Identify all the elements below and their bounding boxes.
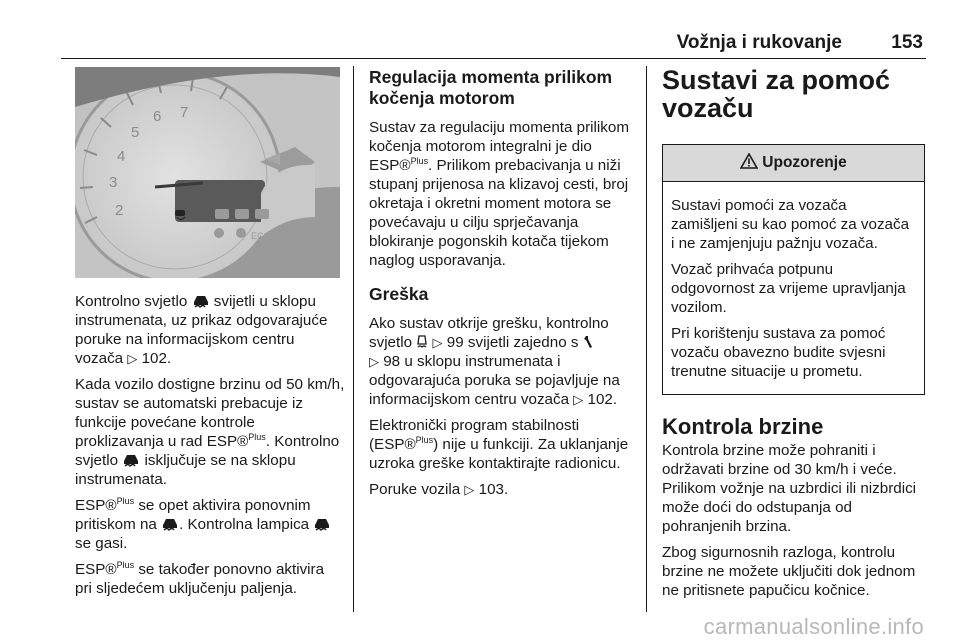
column-right xyxy=(662,66,925,607)
paragraph xyxy=(369,416,637,473)
paragraph xyxy=(369,118,637,270)
column-middle xyxy=(369,67,637,506)
service-wrench-icon xyxy=(583,335,595,349)
page-reference-arrow-icon: ▷ xyxy=(127,351,138,366)
esp-plus-warning-icon xyxy=(192,294,210,308)
page-reference-arrow-icon: ▷ xyxy=(369,354,379,369)
instrument-cluster-image xyxy=(75,67,340,278)
warning-box xyxy=(662,144,925,395)
paragraph xyxy=(75,292,345,368)
svg-text:ECO: ECO xyxy=(251,231,271,241)
text: Elektronički program stabilnosti (ESP® xyxy=(369,417,580,453)
paragraph xyxy=(75,496,345,553)
text: Ako sustav otkrije grešku, kontrolno svjetlo xyxy=(369,315,609,351)
page-reference: 103. xyxy=(478,481,509,498)
header-divider xyxy=(61,58,926,59)
page-header xyxy=(0,0,960,60)
paragraph xyxy=(75,560,345,598)
text: Kada vozilo dostigne brzinu od 50 km/h, sustav se automatski prebacuje iz funkcije povećane kontrole proklizavanja u rad ESP® xyxy=(75,376,345,450)
section-heading: Greška xyxy=(369,284,429,304)
page-reference-arrow-icon: ▷ xyxy=(432,335,443,350)
superscript: Plus xyxy=(415,434,434,445)
column-left xyxy=(75,292,345,605)
svg-text:6: 6 xyxy=(153,108,162,125)
warning-body xyxy=(663,182,924,394)
text: Poruke vozila xyxy=(369,481,461,498)
paragraph xyxy=(369,480,637,499)
text: se također ponovno aktivira pri sljedećem uključenju paljenja. xyxy=(75,561,325,597)
svg-text:2: 2 xyxy=(115,202,124,219)
text: . Kontrolna lampica xyxy=(179,516,310,533)
superscript: Plus xyxy=(116,495,135,506)
text: svijetli u sklopu instrumenata, uz prikaz odgovarajuće poruke na informacijskom centru vozača xyxy=(75,293,328,367)
watermark: carmanualsonline.info xyxy=(703,614,924,639)
text: 98 u sklopu instrumenata i odgovarajuća poruka se pojavljuje na informacijskom centru vozača xyxy=(369,353,620,408)
section-heading: Regulacija momenta prilikom kočenja motorom xyxy=(369,67,613,108)
column-divider-left xyxy=(353,66,354,612)
paragraph: Zbog sigurnosnih razloga, kontrolu brzine ne možete uključiti dok jednom ne pritisnete papučicu kočnice. xyxy=(662,544,916,599)
paragraph: Kontrola brzine može pohraniti i održavati brzine od 30 km/h i veće. Prilikom vožnje na uzbrdici ili nizbrdici može doći do odstupanja od pohranjenih brzina. xyxy=(662,442,917,535)
text: ESP® xyxy=(75,497,117,514)
text: . Kontrolno svjetlo xyxy=(75,433,340,469)
warning-title: Upozorenje xyxy=(762,154,847,171)
superscript: Plus xyxy=(248,431,266,442)
svg-text:5: 5 xyxy=(131,124,140,141)
text: . Prilikom prebacivanja u niži stupanj prijenosa na klizavoj cesti, broj okretaja i okretni moment motora se povećavaju u cilju sprječavanja blokiranje pogonskih kotača tijekom naglog usporavanja. xyxy=(369,157,629,269)
svg-text:7: 7 xyxy=(180,104,189,121)
paragraph xyxy=(369,314,637,409)
paragraph: Vozač prihvaća potpunu odgovornost za vrijeme upravljanja vozilom. xyxy=(671,261,906,316)
paragraph: Sustavi pomoći za vozača zamišljeni su kao pomoć za vozača i ne zamjenjuju pažnju vozača. xyxy=(671,197,910,252)
text: se opet aktivira ponovnim pritiskom na xyxy=(75,497,311,533)
superscript: Plus xyxy=(116,559,135,570)
column-divider-right xyxy=(646,66,647,612)
paragraph xyxy=(75,375,345,489)
page-reference-arrow-icon: ▷ xyxy=(573,392,584,407)
text: 99 svijetli zajedno s xyxy=(446,334,579,351)
page-reference: 102. xyxy=(587,391,618,408)
svg-text:3: 3 xyxy=(109,174,118,191)
superscript: Plus xyxy=(410,155,429,166)
warning-header xyxy=(663,145,924,182)
text: Sustav za regulaciju momenta prilikom kočenja motorom integralni je dio ESP® xyxy=(369,119,629,174)
section-title: Sustavi za pomoć vozaču xyxy=(662,65,891,123)
section-heading: Kontrola brzine xyxy=(662,414,824,439)
page-reference: 102. xyxy=(141,350,172,367)
text: isključuje se na sklopu instrumenata. xyxy=(75,452,296,488)
text: ) nije u funkciji. Za uklanjanje uzroka greške kontaktirajte radionicu. xyxy=(369,436,629,472)
page-reference-arrow-icon: ▷ xyxy=(464,482,475,497)
text: Kontrolno svjetlo xyxy=(75,293,188,310)
esp-plus-warning-icon xyxy=(313,517,331,531)
warning-triangle-icon xyxy=(740,153,758,169)
chapter-title: Vožnja i rukovanje xyxy=(676,32,842,53)
text: ESP® xyxy=(75,561,117,578)
text: se gasi. xyxy=(75,535,128,552)
abs-warning-icon xyxy=(416,335,428,349)
esp-plus-warning-icon xyxy=(122,453,140,467)
page-number: 153 xyxy=(891,32,923,53)
svg-text:4: 4 xyxy=(117,148,126,165)
paragraph: Pri korištenju sustava za pomoć vozaču obavezno budite svjesni trenutne situacije u prometu. xyxy=(671,325,886,380)
esp-plus-warning-icon xyxy=(161,517,179,531)
